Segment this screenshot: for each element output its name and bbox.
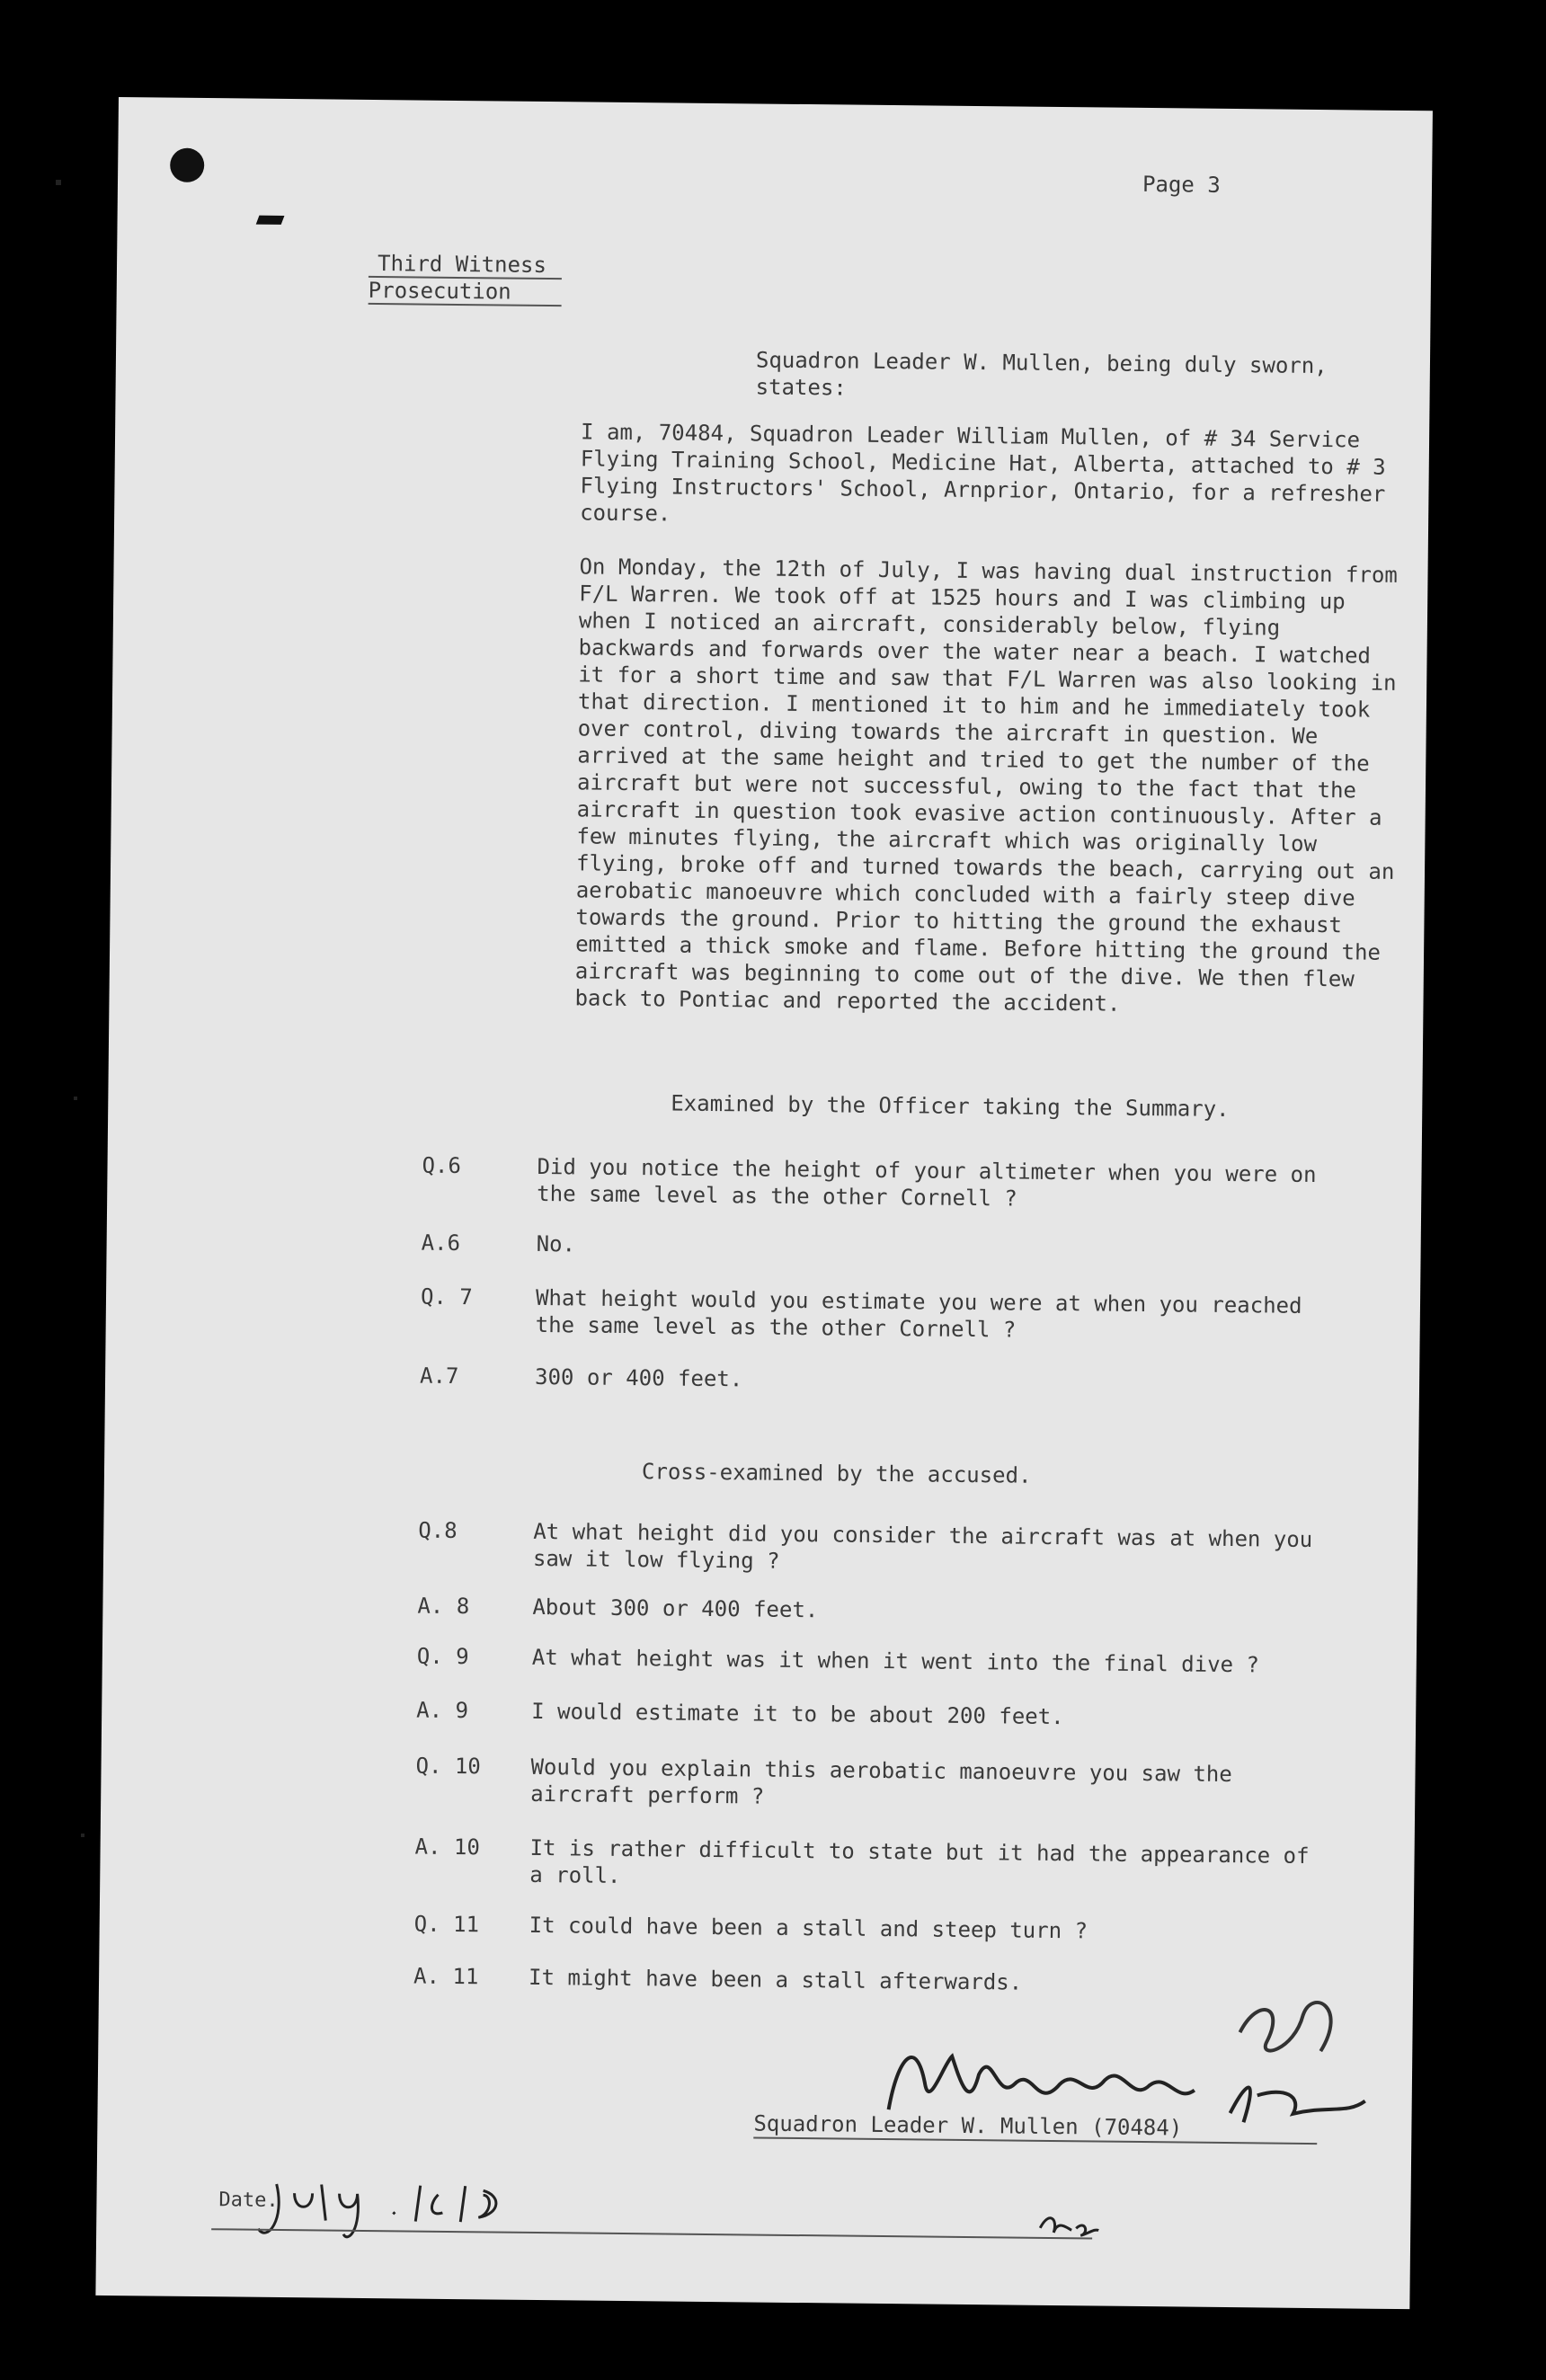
qa-text: At what height did you consider the aircraft was at when you saw it low flying ? bbox=[532, 1518, 1313, 1574]
qa-label: Q.6 bbox=[422, 1152, 462, 1179]
punch-mark bbox=[256, 216, 285, 225]
qa-label: A.7 bbox=[419, 1363, 459, 1390]
margin-mark bbox=[74, 1097, 77, 1100]
handwritten-date bbox=[258, 2157, 546, 2250]
qa-text: 300 or 400 feet. bbox=[534, 1363, 743, 1392]
witness-heading bbox=[369, 251, 563, 306]
date-label: Date. bbox=[218, 2189, 279, 2212]
qa-label: Q. 10 bbox=[415, 1753, 481, 1780]
qa-text: Did you notice the height of your altimeter when you were on the same level as the other Cornell ? bbox=[537, 1153, 1317, 1212]
qa-label: A. 10 bbox=[414, 1834, 481, 1860]
document-page bbox=[95, 97, 1433, 2309]
page-number: Page 3 bbox=[1142, 171, 1221, 198]
punch-hole bbox=[170, 148, 204, 182]
qa-label: Q. 9 bbox=[416, 1643, 469, 1670]
qa-text: What height would you estimate you were at when you reached the same level as the other Cornell ? bbox=[535, 1284, 1302, 1343]
qa-text: It could have been a stall and steep turn ? bbox=[529, 1912, 1088, 1944]
statement-paragraph-1: I am, 70484, Squadron Leader William Mullen, of # 34 Service Flying Training School, Medicine Hat, Alberta, attached to # 3 Flying Instructors' School, Arnprior, Ontario, for a refresher course. bbox=[580, 419, 1386, 527]
qa-label: Q.8 bbox=[418, 1517, 458, 1544]
examined-heading: Examined by the Officer taking the Summary. bbox=[671, 1090, 1230, 1122]
qa-text: About 300 or 400 feet. bbox=[532, 1594, 819, 1623]
witness-heading-line2: Prosecution bbox=[369, 278, 562, 306]
signature-name: Squadron Leader W. Mullen (70484) bbox=[753, 2110, 1317, 2145]
qa-label: Q. 11 bbox=[413, 1911, 480, 1938]
qa-label: A.6 bbox=[421, 1230, 461, 1257]
qa-text: It might have been a stall afterwards. bbox=[528, 1964, 1023, 1995]
handwritten-initials bbox=[1031, 2201, 1104, 2247]
witness-heading-line1: Third Witness bbox=[369, 251, 562, 280]
qa-label: A. 8 bbox=[417, 1593, 470, 1620]
statement-paragraph-2: On Monday, the 12th of July, I was having dual instruction from F/L Warren. We took off at 1525 hours and I was climbing up when I noticed an aircraft, considerably below, flying backwards and forwards over the water near a beach. I watched it for a short time and saw that F/L Warren was also looking in that direction. I mentioned it to him and he immediately took over control, diving towards the aircraft in question. We arrived at the same height and tried to get the number of the aircraft but were not successful, owing to the fact that the aircraft in question took evasive action continuously. After a few minutes flying, the aircraft which was originally low flying, broke off and turned towards the beach, carrying out an aerobatic manoeuvre which concluded with a fairly steep dive towards the ground. Prior to hitting the ground the exhaust emitted a thick smoke and flame. Before hitting the ground the aircraft was beginning to come out of the dive. We then flew back to Pontiac and reported the accident. bbox=[574, 554, 1398, 1017]
qa-text: I would estimate it to be about 200 feet. bbox=[531, 1698, 1064, 1730]
qa-label: Q. 7 bbox=[420, 1283, 473, 1310]
margin-mark bbox=[81, 1834, 84, 1837]
qa-text: It is rather difficult to state but it had the appearance of a roll. bbox=[529, 1834, 1310, 1888]
qa-label: A. 11 bbox=[413, 1963, 479, 1990]
qa-text: Would you explain this aerobatic manoeuvre you saw the aircraft perform ? bbox=[530, 1754, 1232, 1809]
margin-mark bbox=[56, 180, 61, 185]
intro-statement: Squadron Leader W. Mullen, being duly sworn, states: bbox=[755, 347, 1328, 401]
qa-label: A. 9 bbox=[416, 1697, 469, 1724]
cross-examined-heading: Cross-examined by the accused. bbox=[641, 1459, 1032, 1488]
qa-text: No. bbox=[536, 1230, 576, 1257]
qa-text: At what height was it when it went into the final dive ? bbox=[531, 1644, 1260, 1678]
